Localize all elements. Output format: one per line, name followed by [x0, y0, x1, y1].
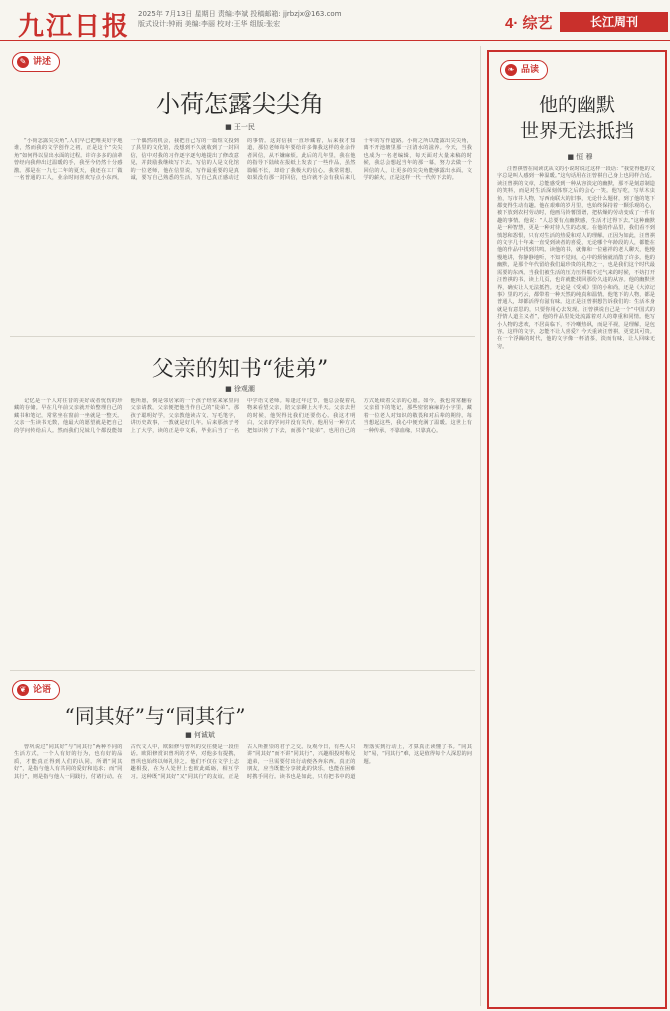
newspaper-logo: 九江日报 — [18, 12, 131, 42]
article4-byline: ■ 恒 穆 — [567, 153, 593, 161]
article4-badge-label: 品读 — [521, 65, 540, 75]
section-divider — [10, 336, 475, 337]
article3-byline: ■ 何诚斌 — [185, 731, 215, 739]
article2-byline: ■ 徐观潮 — [225, 385, 255, 393]
article2-title: 父亲的知书“徒弟” — [151, 357, 329, 382]
article1-badge — [12, 52, 60, 72]
section-banner: 长江周刊 — [560, 12, 668, 32]
info-line-date: 2025年 7月13日 星期日 责编:李斌 投稿邮箱: jjrbzjx@163.com — [138, 10, 342, 18]
page-number-value: 4 — [505, 15, 514, 32]
article3-title: “同其好”与“同其行” — [64, 704, 246, 728]
article4-title-line1: 他的幽默 — [538, 94, 615, 116]
article1-badge-label: 讲述 — [33, 57, 52, 67]
section-divider — [10, 670, 475, 671]
article1-title: 小荷怎露尖尖角 — [156, 90, 324, 118]
article4-body: 汪曾祺曾在阅读沈从文的小说时说过这样一段话：“我觉得他的文字总是叫人感到一种温暖。”这句话用在汪曾祺自己身上也同样合适。读汪曾祺的文章，总能感受到一种从容淡定的幽默，那不是刻意制造的笑料，而是对生活深刻体察之后的会心一笑。他写吃，写草木虫鱼，写市井人物，写西南联大的旧事，无论什么题材，到了他的笔下都变得生动有趣。他在艰难的岁月里，也始终保持着一颗乐观的心，被下放到农村劳动时，他画马铃薯图谱，把枯燥的劳动变成了一件有趣的事情。他说：“人总要有点幽默感，生活才过得下去。”这种幽默是一种智慧，更是一种对待人生的态度。在他的作品里，我们看不到愤怒和怨恨，只有对生活的热爱和对人的理解。正因为如此，汪曾祺的文字几十年来一直受到读者的喜爱，无论哪个年龄段的人，都能在他的作品中找到共鸣。读他的书，就像和一位慈祥的老人聊天，他慢慢地讲，你静静地听，不知不觉间，心中的烦恼就消散了许多。他的幽默，是那个年代留给我们最珍贵的礼物之一，也是我们这个时代最需要的东西。当我们被生活的压力压得喘不过气来的时候，不妨打开汪曾祺的书，读上几页，也许就能找回那份久违的从容。他的幽默世界，确实让人无法抵挡。无论是《受戒》里的小和尚，还是《大淖记事》里的巧云，都带着一种天然的纯真和温情。他笔下的人物，都是普通人，却都活得有滋有味。这正是汪曾祺想告诉我们的：生活本身就是有意思的，只要你用心去发现。汪曾祺说自己是一个“中国式的抒情人道主义者”，他的作品里处处流露着对人的尊重和同情。他写小人物的悲欢，不居高临下，不冷嘲热讽，而是平视，是理解，是包容。这样的文字，怎能不让人喜爱？今天重读汪曾祺，更觉其可贵。在一个浮躁的时代，他的文字像一杯清茶，淡而有味，让人回味无穷。 — [497, 166, 655, 350]
article2-body: 记忆是一个人对往昔的美好或者忧伤的珍藏的存储。早在几年前父亲就开始整理自己的藏书和笔记，常常坐在窗前一坐就是一整天。父亲一生读书无数，他最大的愿望就是把自己的学问传给后人。然而我们兄妹几个都没能如他所愿，倒是邻居家的一个孩子经常来家里向父亲请教，父亲便把他当作自己的“徒弟”。那孩子聪明好学，父亲教他读古文、写毛笔字，讲历史故事，一教就是好几年。后来那孩子考上了大学，读的正是中文系，毕业后当了一名中学语文老师。每逢过年过节，他总会提着礼物来看望父亲，陪父亲聊上大半天。父亲去世的时候，他哭得比我们还要伤心。我这才明白，父亲的学问并没有失传，他用另一种方式把知识传了下去，而那个“徒弟”，也用自己的方式延续着父亲的心愿。如今，我也常常翻看父亲留下的笔记，那些密密麻麻的小字里，藏着一位老人对知识的敬畏和对后辈的期待。每当想起这些，我心中便充满了温暖。这世上有一种传承，不靠血缘，只靠真心。 — [14, 398, 472, 434]
page-section-suffix: · 综艺 — [513, 15, 553, 32]
article4-title-line2: 世界无法抵挡 — [519, 120, 634, 142]
article3-body: 曾巩说过“同其好”与“同其行”两种不同的生活方式，一个人有好的行为，也有好的品质，才能真正得到人们的认同。所谓“同其好”，是指与他人有共同的爱好和追求；而“同其行”，则是指与他人一同践行，付诸行动。在古代文人中，欧阳修与曾巩的交往便是一段佳话。欧阳修赏识曾巩的才华，对他多有提携，曾巩也始终以师礼待之。他们不仅在文学上志趣相投，在为人处世上也彼此砥砺，相互学习。这种既“同其好”又“同其行”的友谊，正是古人所推崇的君子之交。反观今日，有些人只讲“同其好”而不讲“同其行”，兴趣相投时称兄道弟，一旦需要付出行动便各奔东西。真正的朋友，应当既能分享彼此的快乐，也能在困难时携手同行。读书也是如此，只有把书中的道理落实到行动上，才算真正读懂了书。“同其好”易，“同其行”难，这是值得每个人深思的问题。 — [14, 744, 472, 780]
article3-badge-label: 论语 — [33, 685, 52, 695]
article4-badge — [500, 60, 548, 80]
page-number — [505, 12, 553, 33]
pen-icon: ✎ — [17, 56, 29, 68]
info-line-staff: 版式设计:钟雨 美编:李丽 校对:王华 组版:张宏 — [138, 20, 281, 28]
article1-body: “小荷怎露尖尖角”,人们早已把唯美好字地谁，然而我的文学创作之初，正是这个“尖尖角”如何得以显出水面的过程。许许多多的前辈曾经向我伸出过温暖的手，我至今仍然十分感激。那是在一九七二年的夏天，我还在工厂做一名普通的工人，业余时间喜欢写点小东西。一个偶然的机会，我把自己写的一篇短文投到了县里的文化馆，没想到不久就收到了一封回信，信中对我的习作逐字逐句地提出了修改意见，并鼓励我继续写下去。写信的人是文化馆的一位老师，他在信里说，写作最重要的是真诚，要写自己熟悉的生活，写自己真正感动过的事情。这封信我一直珍藏着，后来我才知道，那位老师每年要给许多像我这样的业余作者回信，从不嫌麻烦。此后的几年里，我在他的指导下陆续在报纸上发表了一些作品，虽然篇幅不长，却给了我极大的信心。我常常想，如果没有那一封回信，也许就不会有我后来几十年的写作道路。小荷之所以能露出尖尖角，离不开池塘里那一汪清水的滋养。今天，当我也成为一名老编辑，每天面对大量来稿的时候，我总会想起当年的那一幕，努力去做一个回信的人，让更多的尖尖角能够露出水面。文学的薪火，正是这样一代一代传下去的。 — [14, 138, 472, 182]
column-divider — [480, 46, 481, 1006]
masthead — [0, 0, 670, 41]
article3-badge — [12, 680, 60, 700]
article4-title — [495, 92, 659, 144]
book-icon: ❦ — [17, 684, 29, 696]
article1-byline: ■ 王一民 — [225, 123, 255, 131]
masthead-info — [138, 9, 478, 29]
leaf-icon: ❧ — [505, 64, 517, 76]
